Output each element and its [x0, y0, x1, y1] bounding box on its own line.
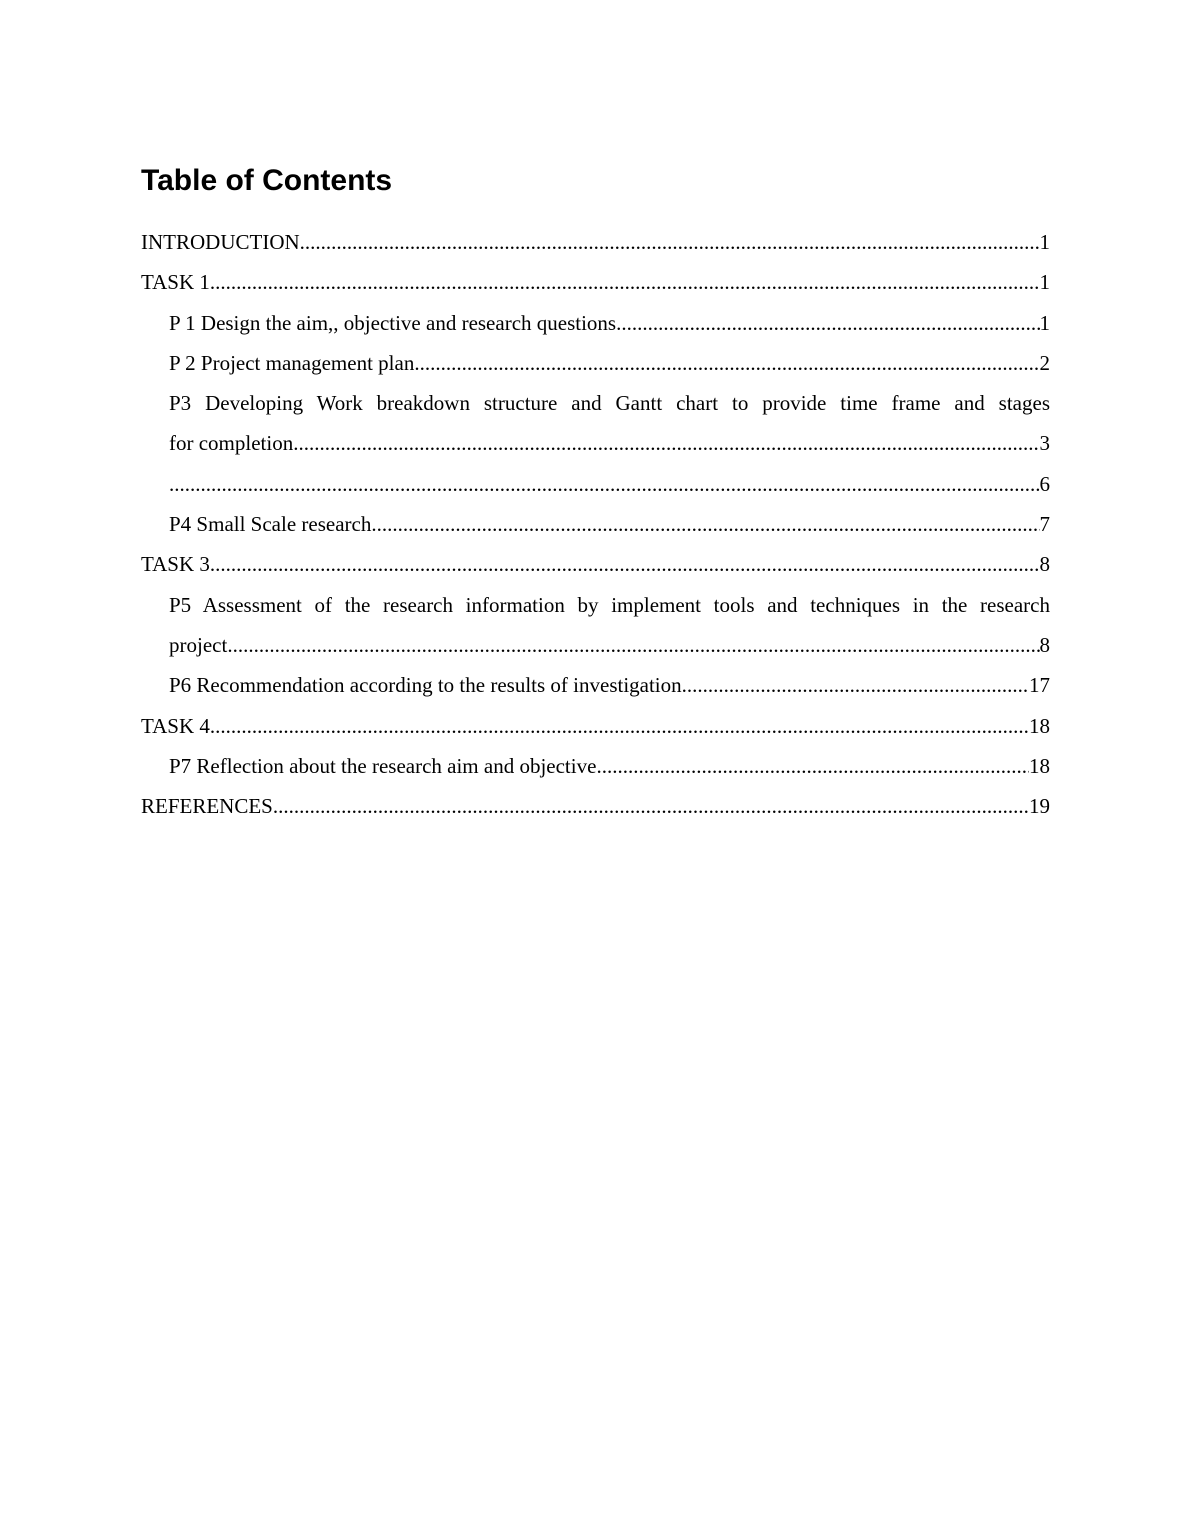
- toc-page-number: 18: [1029, 713, 1050, 738]
- toc-page-number: 1: [1039, 310, 1050, 335]
- toc-page-number: 18: [1029, 753, 1050, 778]
- toc-page-number: 1: [1039, 230, 1050, 254]
- toc-entry-text: TASK 3: [141, 552, 210, 577]
- toc-entry-task-1[interactable]: [141, 262, 1050, 302]
- toc-entry-text: P4 Small Scale research: [169, 512, 372, 537]
- toc-leader-dots: [210, 262, 1040, 302]
- toc-entry-text-line2: for completion: [169, 431, 294, 456]
- toc-entry-p4[interactable]: [141, 504, 1050, 544]
- toc-entry-p7[interactable]: [141, 746, 1050, 786]
- toc-leader-dots: [596, 746, 1029, 786]
- toc-entry-references[interactable]: [141, 786, 1050, 826]
- toc-entry-text: P 2 Project management plan: [169, 350, 415, 375]
- toc-page-number: 6: [1039, 471, 1050, 496]
- toc-leader-dots: [210, 706, 1029, 746]
- toc-page-number: 8: [1039, 632, 1050, 657]
- toc-leader-dots: [210, 544, 1040, 584]
- toc-entry-text-line1: P5 Assessment of the research information by implement tools and techniques in the research: [169, 592, 1050, 617]
- toc-entry-text: TASK 4: [141, 713, 210, 738]
- toc-page-number: 1: [1039, 270, 1050, 295]
- toc-entry-p5[interactable]: [141, 585, 1050, 666]
- toc-leader-dots: [414, 343, 1039, 383]
- toc-page-number: 2: [1039, 350, 1050, 375]
- toc-leader-dots: [682, 665, 1029, 705]
- toc-entry-text-line2: project: [169, 632, 228, 657]
- toc-entry-introduction[interactable]: [141, 222, 1050, 262]
- toc-entry-p1[interactable]: [141, 303, 1050, 343]
- toc-leader-dots: [227, 625, 1039, 665]
- toc-leader-dots: [616, 303, 1039, 343]
- toc-entry-p3[interactable]: [141, 383, 1050, 464]
- toc-entry-text: P6 Recommendation according to the results of investigation: [169, 673, 682, 698]
- toc-leader-dots: [273, 786, 1029, 826]
- toc-entry-text: REFERENCES: [141, 794, 273, 819]
- toc-entry-p6[interactable]: [141, 665, 1050, 705]
- table-of-contents: [141, 222, 1050, 826]
- toc-page-number: 17: [1029, 673, 1050, 698]
- toc-entry-untitled[interactable]: [141, 464, 1050, 504]
- toc-page-number: 7: [1039, 512, 1050, 537]
- toc-leader-dots: [371, 504, 1039, 544]
- toc-page-number: 3: [1039, 431, 1050, 456]
- toc-entry-text: P7 Reflection about the research aim and objective: [169, 753, 597, 778]
- toc-title: Table of Contents: [141, 164, 393, 197]
- toc-leader-dots: [293, 423, 1039, 463]
- toc-page-number: 19: [1029, 794, 1050, 819]
- toc-page-number: 8: [1039, 552, 1050, 577]
- toc-entry-task-3[interactable]: [141, 544, 1050, 584]
- toc-entry-p2[interactable]: [141, 343, 1050, 383]
- toc-entry-text: P 1 Design the aim,, objective and research questions: [169, 310, 617, 335]
- toc-entry-text: TASK 1: [141, 270, 210, 295]
- toc-leader-dots: [169, 464, 1040, 504]
- toc-entry-text-line1: P3 Developing Work breakdown structure and Gantt chart to provide time frame and stages: [169, 391, 1050, 416]
- toc-entry-task-4[interactable]: [141, 706, 1050, 746]
- toc-leader-dots: [300, 222, 1040, 262]
- toc-entry-text: INTRODUCTION: [141, 230, 300, 254]
